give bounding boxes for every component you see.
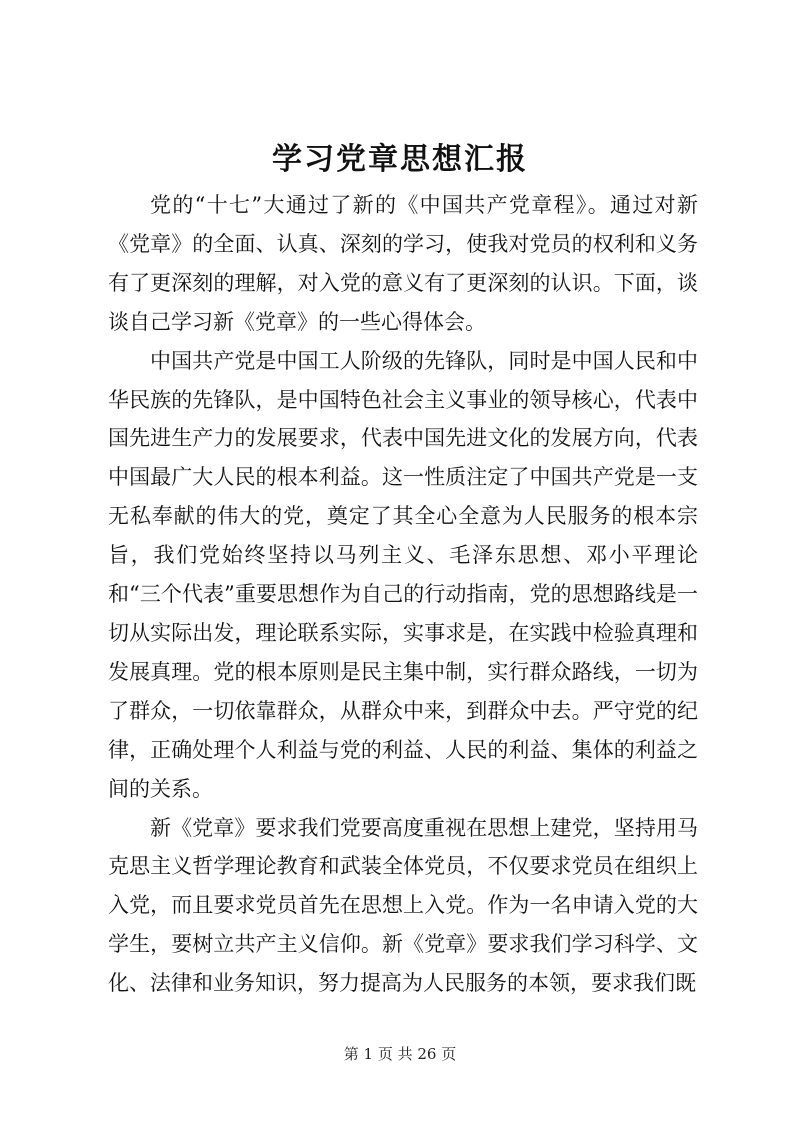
paragraph-2: 中国共产党是中国工人阶级的先锋队，同时是中国人民和中华民族的先锋队，是中国特色社会主义事业的领导核心，代表中国先进生产力的发展要求，代表中国先进文化的发展方向，代表中国最广大人民的根本利益。这一性质注定了中国共产党是一支无私奉献的伟大的党，奠定了其全心全意为人民服务的根本宗旨，我们党始终坚持以马列主义、毛泽东思想、邓小平理论和“三个代表”重要思想作为自己的行动指南，党的思想路线是一切从实际出发，理论联系实际，实事求是，在实践中检验真理和发展真理。党的根本原则是民主集中制，实行群众路线，一切为了群众，一切依靠群众，从群众中来，到群众中去。严守党的纪律，正确处理个人利益与党的利益、人民的利益、集体的利益之间的关系。 bbox=[108, 348, 698, 801]
page-footer: 第 1 页 共 26 页 bbox=[343, 1045, 457, 1063]
document-body bbox=[108, 186, 698, 1003]
paragraph-1: 党的“十七”大通过了新的《中国共产党章程》。通过对新《党章》的全面、认真、深刻的学习，使我对党员的权利和义务有了更深刻的理解，对入党的意义有了更深刻的认识。下面，谈谈自己学习新《党章》的一些心得体会。 bbox=[108, 193, 698, 334]
paragraph-3: 新《党章》要求我们党要高度重视在思想上建党，坚持用马克思主义哲学理论教育和武装全体党员，不仅要求党员在组织上入党，而且要求党员首先在思想上入党。作为一名申请入党的大学生，要树立共产主义信仰。新《党章》要求我们学习科学、文化、法律和业务知识，努力提高为人民服务的本领，要求我们既 bbox=[108, 815, 698, 996]
document-title: 学习党章思想汇报 bbox=[272, 142, 528, 177]
